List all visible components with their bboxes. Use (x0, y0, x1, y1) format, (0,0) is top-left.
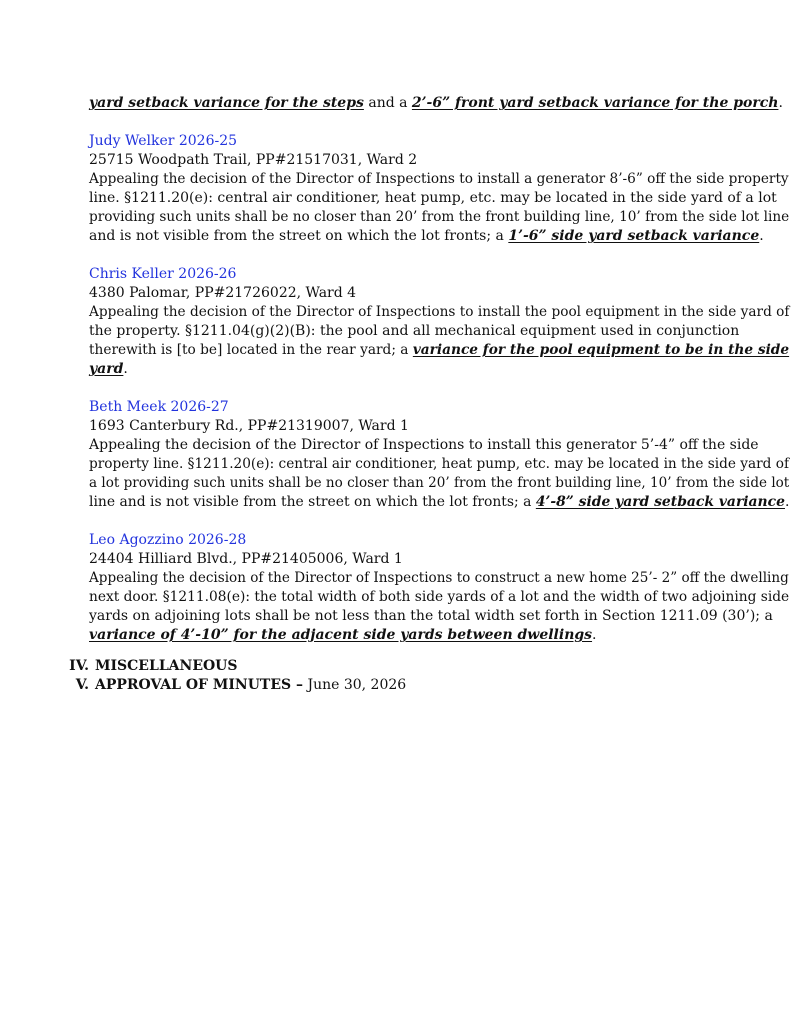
case-text: . (592, 627, 597, 643)
case-text: therewith is [to be] located in the rear yard; a (89, 342, 413, 358)
case-text-line (89, 360, 789, 379)
variance-emphasis: 4’-8” side yard setback variance (535, 494, 785, 510)
case-text: . (784, 494, 790, 510)
intro-line (89, 94, 789, 113)
agenda-section (50, 676, 750, 695)
case-item (89, 398, 789, 512)
case-address: 25715 Woodpath Trail, PP#21517031, Ward 2 (89, 152, 418, 168)
case-text: . (123, 361, 128, 377)
case-text-line (89, 341, 790, 360)
case-title: Beth Meek 2026-27 (89, 399, 229, 415)
section-heading (89, 657, 238, 676)
case-text-line: next door. §1211.08(e): the total width of both side yards of a lot and the width of two adjoining side (89, 589, 790, 605)
case-address: 1693 Canterbury Rd., PP#21319007, Ward 1 (89, 418, 409, 434)
case-item (89, 265, 789, 379)
case-title: Chris Keller 2026-26 (89, 266, 237, 282)
case-address: 4380 Palomar, PP#21726022, Ward 4 (89, 285, 357, 301)
intro-text-end: . (778, 95, 783, 111)
case-text: and is not visible from the street on which the lot fronts; a (89, 228, 509, 244)
case-text: line and is not visible from the street on which the lot fronts; a (89, 494, 536, 510)
intro-emphasis-1: yard setback variance for the steps (89, 95, 364, 111)
case-text-line: Appealing the decision of the Director of Inspections to install a generator 8’-6” off the side property (89, 171, 789, 187)
case-item (89, 531, 789, 645)
agenda-sections (50, 657, 750, 695)
case-text-line: Appealing the decision of the Director of Inspections to install this generator 5’-4” off the side (89, 437, 759, 453)
case-text-line (89, 626, 789, 645)
section-number: V. (75, 677, 89, 693)
agenda-section (50, 657, 750, 676)
case-address: 24404 Hilliard Blvd., PP#21405006, Ward 1 (89, 551, 403, 567)
case-text-line: yards on adjoining lots shall be not less than the total width set forth in Section 1211.09 (30’); a (89, 608, 773, 624)
case-text-line: the property. §1211.04(g)(2)(B): the pool and all mechanical equipment used in conjunction (89, 323, 740, 339)
case-text-line: property line. §1211.20(e): central air conditioner, heat pump, etc. may be located in the side yard of (89, 456, 789, 472)
case-text-line: line. §1211.20(e): central air conditioner, heat pump, etc. may be located in the side yard of a lot (89, 190, 777, 206)
section-detail: June 30, 2026 (303, 677, 407, 693)
intro-emphasis-2: 2’-6” front yard setback variance for the porch (411, 95, 779, 111)
variance-emphasis: variance of 4’-10” for the adjacent side yards between dwellings (89, 627, 593, 643)
section-number: IV. (69, 658, 89, 674)
case-text-line: a lot providing such units shall be no closer than 20’ from the front building line, 10’ from the side lot (89, 475, 790, 491)
case-item (89, 132, 789, 246)
intro-text-mid: and a (363, 95, 412, 111)
case-text-line: providing such units shall be no closer than 20’ from the front building line, 10’ from the side lot line (89, 209, 790, 225)
case-text-line: Appealing the decision of the Director of Inspections to construct a new home 25’- 2” off the dwelling (89, 570, 789, 586)
document-body (89, 94, 789, 645)
case-text-line (89, 227, 789, 246)
case-text-line: Appealing the decision of the Director of Inspections to install the pool equipment in the side yard of (89, 304, 790, 320)
variance-emphasis: variance for the pool equipment to be in the side (412, 342, 790, 358)
case-text-line (89, 493, 790, 512)
section-title: MISCELLANEOUS (95, 658, 238, 674)
variance-emphasis: 1’-6” side yard setback variance (508, 228, 760, 244)
variance-emphasis: yard (89, 361, 124, 377)
section-title: APPROVAL OF MINUTES – (95, 677, 303, 693)
case-title: Leo Agozzino 2026-28 (89, 532, 247, 548)
case-title: Judy Welker 2026-25 (89, 133, 238, 149)
section-heading (89, 676, 406, 695)
case-text: . (759, 228, 764, 244)
